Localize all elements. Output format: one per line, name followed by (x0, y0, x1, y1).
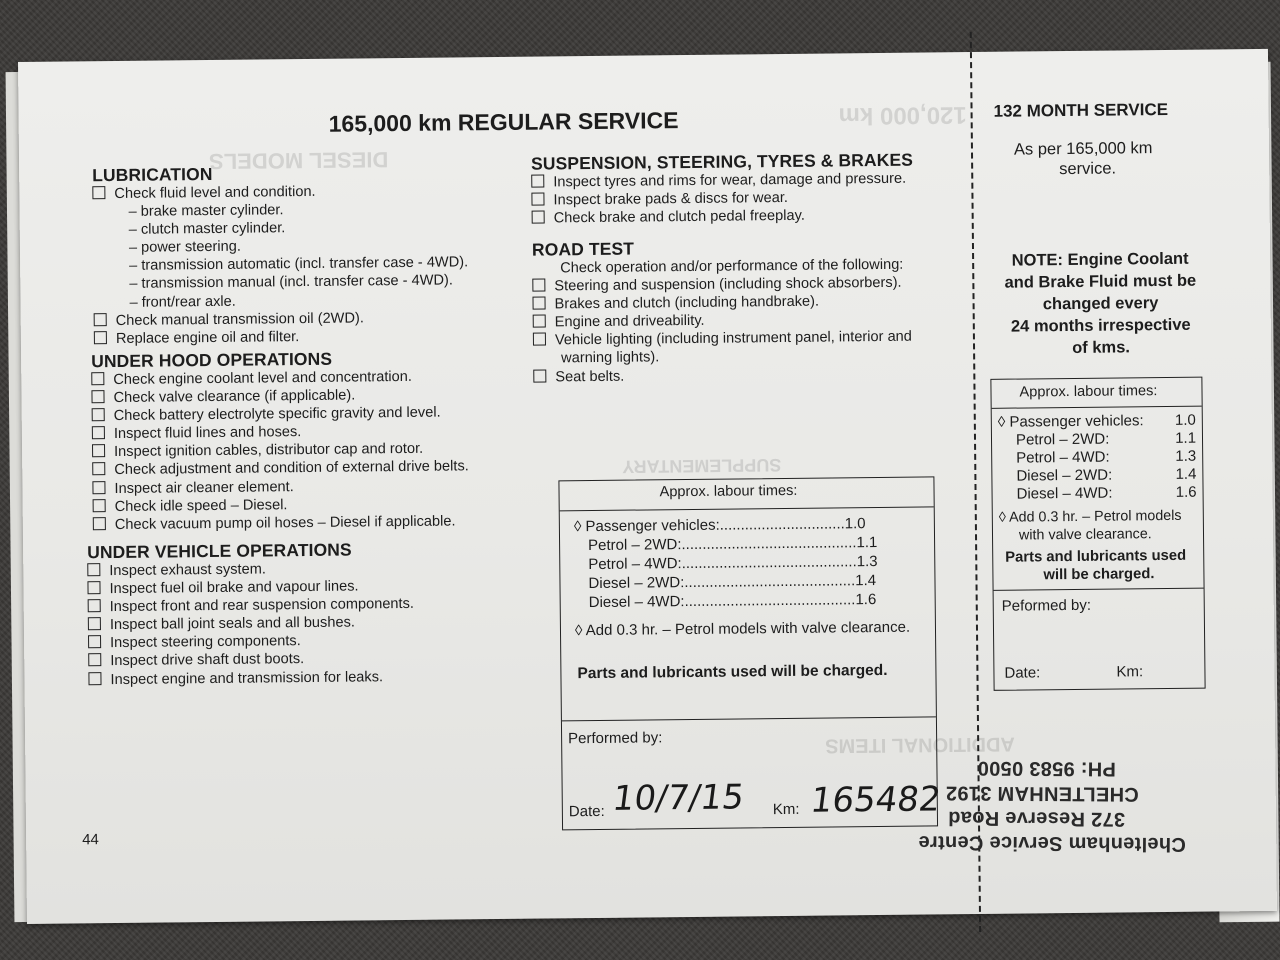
checkbox[interactable] (92, 463, 105, 476)
checkbox[interactable] (533, 315, 546, 328)
divider (560, 506, 934, 511)
checkbox[interactable] (92, 481, 105, 494)
list-item: Inspect brake pads & discs for wear. (531, 188, 906, 210)
stub-labour-box (990, 377, 1205, 691)
list-item: – power steering. (128, 238, 241, 257)
list-item: Steering and suspension (including shock absorbers). (532, 274, 911, 296)
list-item: Check brake and clutch pedal freeplay. (532, 206, 907, 228)
checkbox[interactable] (92, 426, 105, 439)
list-item: Brakes and clutch (including handbrake). (532, 292, 911, 314)
list-item: – clutch master cylinder. (128, 220, 286, 239)
bleed-through-text: ADDITIONAL ITEMS (825, 732, 1015, 757)
list-item: Check manual transmission oil (2WD). (94, 308, 469, 330)
date-label: Date: (1004, 664, 1041, 682)
list-item: Inspect engine and transmission for leaks. (88, 667, 414, 689)
checkbox[interactable] (88, 617, 101, 630)
checkbox[interactable] (87, 563, 100, 576)
list-item: Check battery electrolyte specific gravity and level. (92, 403, 469, 425)
list-item: Check valve clearance (if applicable). (91, 385, 468, 407)
list-item: Check fluid level and condition. (92, 181, 467, 203)
labour-row: ◊ Passenger vehicles:..............................1.0 (573, 515, 866, 536)
performed-by-label: Peformed by: (1001, 596, 1092, 615)
checkbox[interactable] (88, 599, 101, 612)
checkbox[interactable] (532, 297, 545, 310)
list-item: – brake master cylinder. (128, 202, 284, 220)
road-test-list (532, 256, 912, 387)
list-item: Inspect drive shaft dust boots. (88, 649, 414, 671)
list-item: Check engine coolant level and concentration. (91, 367, 468, 389)
labour-row: Petrol – 2WD: 1.1 (1015, 429, 1197, 449)
list-item: – transmission automatic (incl. transfer case - 4WD). (129, 254, 469, 275)
list-item: Inspect front and rear suspension components. (88, 595, 414, 617)
lubrication-list (92, 181, 469, 348)
parts-note: Parts and lubricants used (1005, 547, 1187, 566)
performed-by-label: Performed by: (568, 729, 663, 748)
checkbox[interactable] (88, 636, 101, 649)
checkbox[interactable] (531, 193, 544, 206)
list-item: Check adjustment and condition of external drive belts. (92, 458, 469, 480)
list-item: Engine and driveability. (533, 310, 912, 332)
checkbox[interactable] (532, 279, 545, 292)
list-item: – transmission manual (incl. transfer case - 4WD). (129, 272, 453, 293)
handwritten-km: 165482 (808, 779, 944, 821)
coolant-note: NOTE: Engine Coolant and Brake Fluid must be changed every 24 months irrespective of kms. (1004, 249, 1197, 357)
service-booklet-page (18, 49, 1277, 924)
parts-note: Parts and lubricants used will be charged. (577, 661, 888, 683)
list-item: Inspect fluid lines and hoses. (92, 422, 469, 444)
labour-note: ◊ Add 0.3 hr. – Petrol models with valve clearance. (574, 618, 911, 640)
checkbox[interactable] (533, 333, 546, 346)
list-item: – front/rear axle. (129, 293, 236, 311)
list-item: warning lights). (561, 349, 660, 367)
list-item: Inspect ignition cables, distributor cap and rotor. (92, 440, 469, 462)
road-test-heading: ROAD TEST (531, 238, 635, 260)
labour-note: ◊ Add 0.3 hr. – Petrol models (998, 507, 1182, 526)
page-number: 44 (82, 831, 99, 849)
checkbox[interactable] (92, 408, 105, 421)
page-title: 165,000 km REGULAR SERVICE (328, 107, 679, 137)
km-label: Km: (772, 800, 800, 819)
list-item: Seat belts. (533, 364, 912, 386)
under-vehicle-heading: UNDER VEHICLE OPERATIONS (87, 539, 352, 563)
list-item: Inspect exhaust system. (87, 559, 413, 581)
list-item: Check idle speed – Diesel. (93, 494, 470, 516)
list-item: Inspect tyres and rims for wear, damage and pressure. (531, 170, 906, 192)
labour-row: Petrol – 2WD:..........................................1.1 (588, 534, 878, 555)
list-item: Check operation and/or performance of the following: (560, 256, 904, 277)
checkbox[interactable] (91, 390, 104, 403)
parts-note: will be charged. (1043, 566, 1155, 584)
checkbox[interactable] (91, 372, 104, 385)
suspension-heading: SUSPENSION, STEERING, TYRES & BRAKES (530, 149, 914, 174)
list-item: Replace engine oil and filter. (94, 326, 469, 348)
checkbox[interactable] (94, 313, 107, 326)
list-item: Inspect fuel oil brake and vapour lines. (87, 577, 413, 599)
checkbox[interactable] (93, 517, 106, 530)
under-hood-list (91, 367, 469, 534)
list-item: Inspect ball joint seals and all bushes. (88, 613, 414, 635)
list-item: Inspect steering components. (88, 631, 414, 653)
checkbox[interactable] (94, 331, 107, 344)
labour-row: Petrol – 4WD:..........................................1.3 (588, 553, 878, 574)
checkbox[interactable] (88, 654, 101, 667)
checkbox[interactable] (92, 186, 105, 199)
checkbox[interactable] (532, 211, 545, 224)
lubrication-heading: LUBRICATION (92, 163, 213, 186)
bleed-through-text: SUPPLEMENTARY (622, 455, 782, 477)
checkbox[interactable] (92, 444, 105, 457)
stub-title: 132 MONTH SERVICE (993, 99, 1169, 121)
labour-row: ◊ Passenger vehicles: 1.0 (997, 411, 1196, 431)
under-vehicle-list (87, 559, 415, 689)
list-item: Check vacuum pump oil hoses – Diesel if applicable. (93, 512, 470, 534)
stub-subtitle: service. (1059, 159, 1117, 179)
checkbox[interactable] (87, 581, 100, 594)
divider (994, 588, 1204, 591)
divider (562, 716, 936, 721)
divider (992, 406, 1202, 409)
labour-times-box (558, 476, 944, 830)
bleed-through-text: 120,000 km (838, 101, 967, 130)
checkbox[interactable] (531, 174, 544, 187)
checkbox[interactable] (93, 499, 106, 512)
list-item: Inspect air cleaner element. (92, 476, 469, 498)
checkbox[interactable] (88, 672, 101, 685)
stub-labour-title: Approx. labour times: (1019, 383, 1158, 401)
list-item: Vehicle lighting (including instrument panel, interior and (533, 328, 912, 350)
checkbox[interactable] (533, 369, 546, 382)
bleed-through-text: DIESEL MODELS (208, 147, 389, 175)
labour-row: Petrol – 4WD: 1.3 (1016, 447, 1197, 467)
date-label: Date: (568, 802, 605, 821)
stub-subtitle: As per 165,000 km (1013, 139, 1153, 159)
labour-note: with valve clearance. (1018, 526, 1152, 544)
labour-row: Diesel – 4WD: 1.6 (1016, 483, 1197, 503)
labour-row: Diesel – 2WD: 1.4 (1016, 465, 1197, 485)
labour-row: Diesel – 4WD:.........................................1.6 (588, 591, 877, 612)
dealer-stamp: Cheltenham Service Centre 372 Reserve Road CHELTENHAM 3192 PH: 9583 0500 (918, 756, 1186, 856)
handwritten-date: 10/7/15 (610, 777, 747, 819)
under-hood-heading: UNDER HOOD OPERATIONS (91, 348, 333, 372)
km-label: Km: (1116, 663, 1144, 681)
labour-box-title: Approx. labour times: (659, 482, 798, 501)
suspension-list (531, 170, 906, 228)
labour-row: Diesel – 2WD:.........................................1.4 (588, 572, 877, 593)
